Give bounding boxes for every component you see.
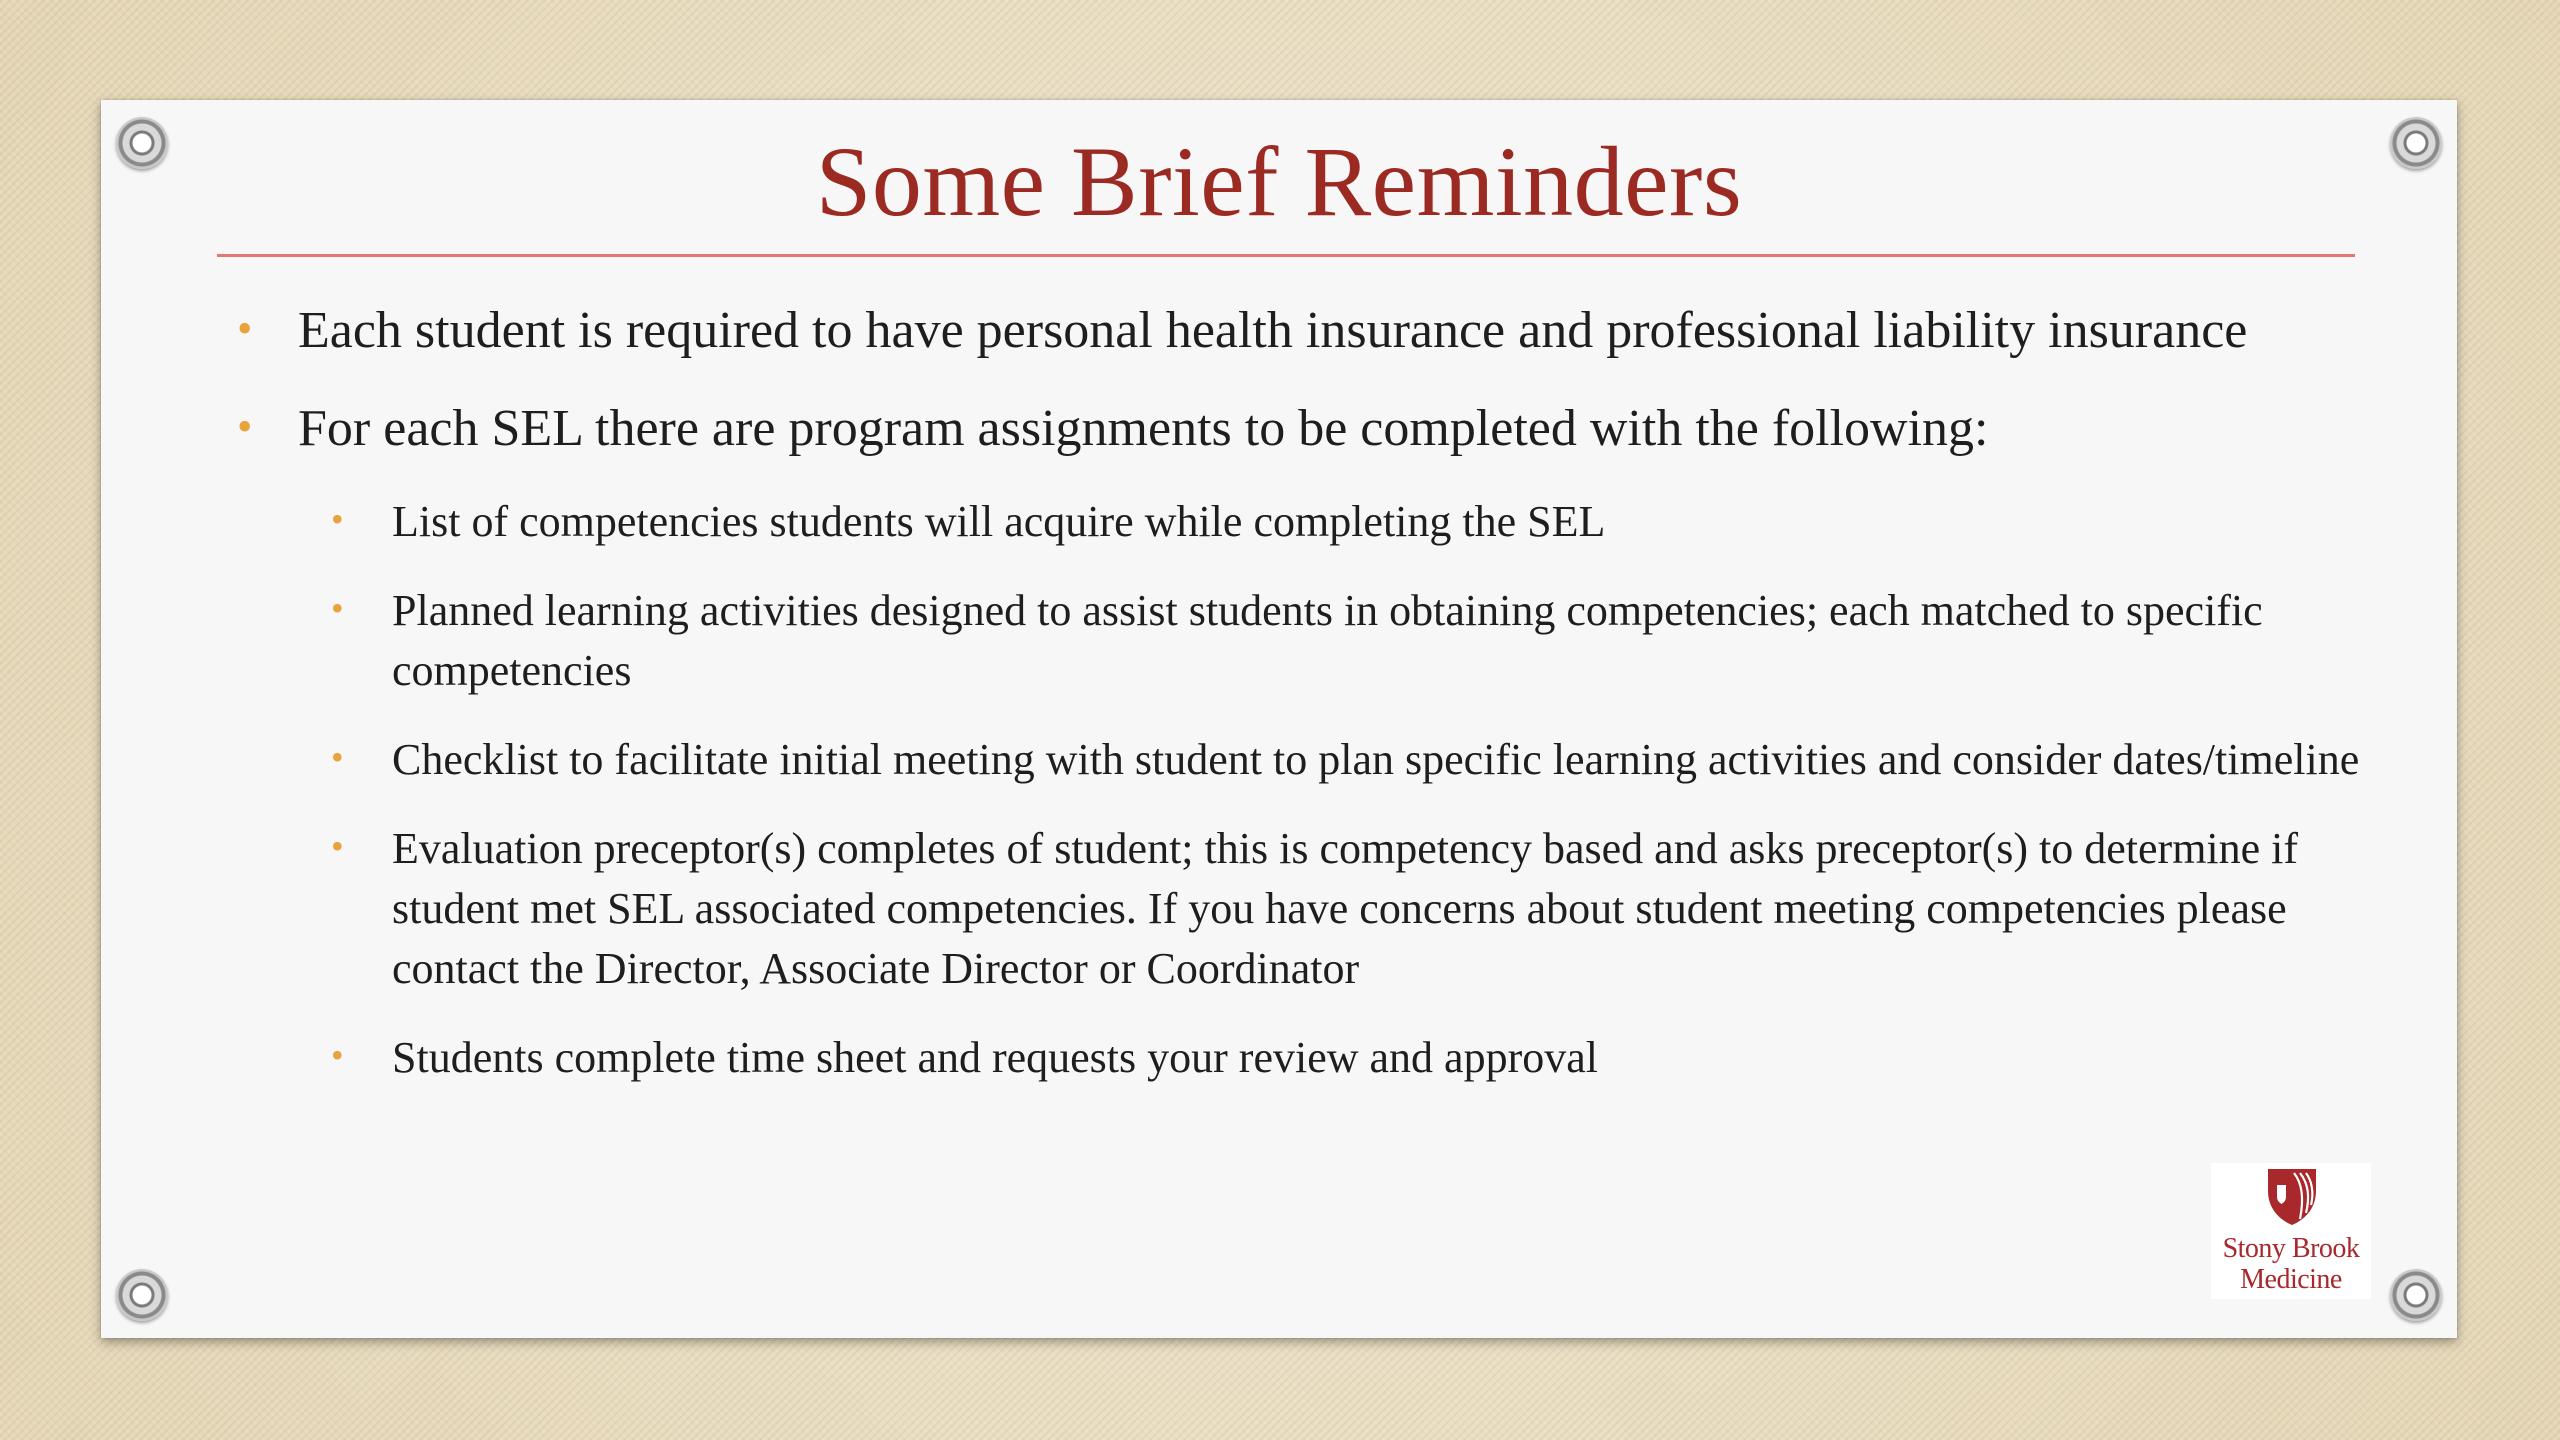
bullet-item (235, 394, 2415, 464)
bullet-item (235, 296, 2415, 366)
bullet-dot-icon: • (237, 304, 253, 353)
title-divider (217, 254, 2355, 257)
sub-bullet-text: Checklist to facilitate initial meeting with student to plan specific learning activities and consider dates/timeline (392, 735, 2360, 784)
sub-bullet-item (331, 492, 2415, 552)
sub-bullet-item (331, 730, 2415, 790)
sub-bullet-item (331, 819, 2415, 999)
slide-content (235, 296, 2415, 1117)
sub-bullet-text: List of competencies students will acquire while completing the SEL (392, 497, 1606, 546)
bullet-dot-icon: • (331, 737, 344, 777)
sub-bullet-text: Planned learning activities designed to assist students in obtaining competencies; each matched to specific competencies (392, 586, 2263, 695)
bullet-dot-icon: • (331, 1035, 344, 1075)
bullet-dot-icon: • (331, 826, 344, 866)
logo-line-1: Stony Brook (2222, 1233, 2360, 1264)
sub-bullet-item (331, 581, 2415, 701)
bullet-dot-icon: • (331, 499, 344, 539)
grommet-icon (116, 1269, 168, 1321)
grommet-icon (2390, 1269, 2442, 1321)
slide-title: Some Brief Reminders (815, 126, 1743, 237)
bullet-dot-icon: • (237, 402, 253, 451)
sub-bullet-text: Evaluation preceptor(s) completes of student; this is competency based and asks preceptor(s) to determine if student met SEL associated competencies. If you have concerns about student meeting competencies please contact the Director, Associate Director or Coordinator (392, 824, 2299, 993)
sub-bullet-item (331, 1028, 2415, 1088)
bullet-dot-icon: • (331, 588, 344, 628)
stony-brook-logo (2211, 1163, 2371, 1299)
bullet-text: Each student is required to have personal health insurance and professional liability insurance (298, 302, 2248, 359)
bullet-text: For each SEL there are program assignments to be completed with the following: (298, 400, 1989, 457)
slide-card (101, 100, 2457, 1338)
logo-text (2211, 1233, 2371, 1295)
sub-bullet-text: Students complete time sheet and requests your review and approval (392, 1033, 1598, 1082)
logo-line-2: Medicine (2240, 1264, 2342, 1295)
shield-logo-icon (2264, 1165, 2320, 1227)
